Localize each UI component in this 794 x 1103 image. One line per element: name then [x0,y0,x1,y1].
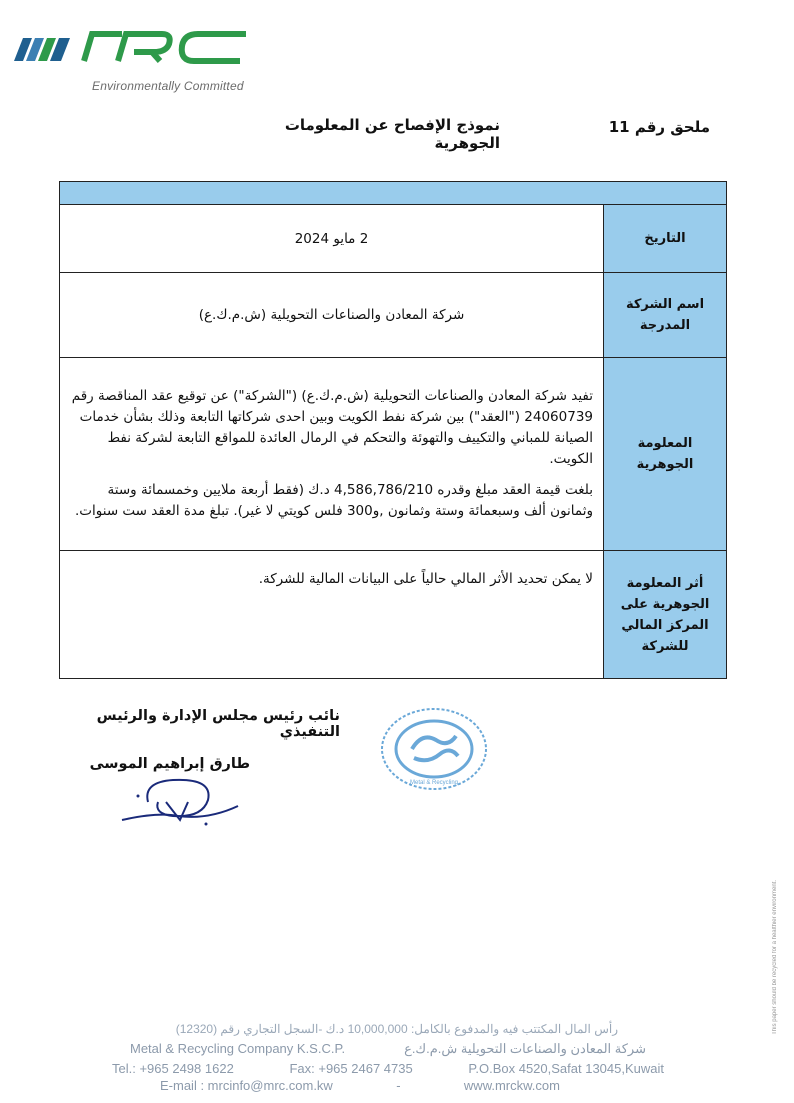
date-value: 2 مايو 2024 [60,205,604,273]
table-row [60,273,727,358]
footer-website[interactable]: www.mrckw.com [463,1078,560,1093]
footer-contact-line [112,1061,664,1076]
company-name-label: اسم الشركة المدرجة [604,273,727,358]
recycle-note [760,880,790,1070]
footer-company-en: Metal & Recycling Company K.S.C.P. [130,1041,346,1056]
table-row [60,205,727,273]
company-stamp [378,704,490,794]
recycle-note-text: This paper should be recycled for a healthier environment. [772,880,778,1035]
material-info-value [60,358,604,551]
table-row [60,358,727,551]
footer-tel: Tel.: +965 2498 1622 [112,1061,234,1076]
footer-pobox: P.O.Box 4520,Safat 13045,Kuwait [468,1061,664,1076]
footer-dash: - [396,1078,401,1093]
date-label: التاريخ [604,205,727,273]
material-info-paragraph-1: تفيد شركة المعادن والصناعات التحويلية (ش.م.ك.ع) ("الشركة") عن توقيع عقد المناقصة رقم 24060739 ("العقد") بين شركة نفط الكويت وبين احدى شركاتها التابعة وذلك بشأن خدمات الصيانة للمباني والتكييف والتهوئة والتحكم في الرمال العائدة للمواقع التابعة لشركة نفط الكويت. [71,388,593,467]
footer-company-ar: شركة المعادن والصناعات التحويلية ش.م.ك.ع [404,1041,646,1056]
stamp-text: Metal & Recycling [409,780,459,786]
logo-tagline: Environmentally Committed [92,79,244,93]
disclosure-table [59,181,727,679]
table-header-cell [60,182,727,205]
material-info-label: المعلومة الجوهرية [604,358,727,551]
signatory-name: طارق إبراهيم الموسى [89,756,250,772]
financial-impact-label: أثر المعلومة الجوهرية على المركز المالي للشركة [604,551,727,679]
material-info-paragraph-2: بلغت قيمة العقد مبلغ وقدره 4,586,786/210 د.ك (فقط أربعة ملايين وخمسمائة وستة وثمانون ألف وسبعمائة وستة وثمانون ,و300 فلس كويتي لا غير). تبلغ مدة العقد ست سنوات. [75,482,593,519]
table-row [60,551,727,679]
company-name-value: شركة المعادن والصناعات التحويلية (ش.م.ك.ع) [60,273,604,358]
annex-number: ملحق رقم 11 [608,118,710,136]
signatory-title: نائب رئيس مجلس الإدارة والرئيس التنفيذي [96,708,340,740]
footer-web-line [160,1078,560,1093]
footer-fax: Fax: +965 2467 4735 [289,1061,413,1076]
handwritten-signature [118,772,248,830]
document-title: نموذج الإفصاح عن المعلومات الجوهرية [284,116,500,152]
table-header-bar [60,182,727,205]
footer-capital-line: رأس المال المكتتب فيه والمدفوع بالكامل: 10,000,000 د.ك -السجل التجاري رقم (12320) [175,1022,618,1036]
financial-impact-value: لا يمكن تحديد الأثر المالي حالياً على البيانات المالية للشركة. [60,551,604,679]
footer-email[interactable]: E-mail : mrcinfo@mrc.com.kw [160,1078,333,1093]
